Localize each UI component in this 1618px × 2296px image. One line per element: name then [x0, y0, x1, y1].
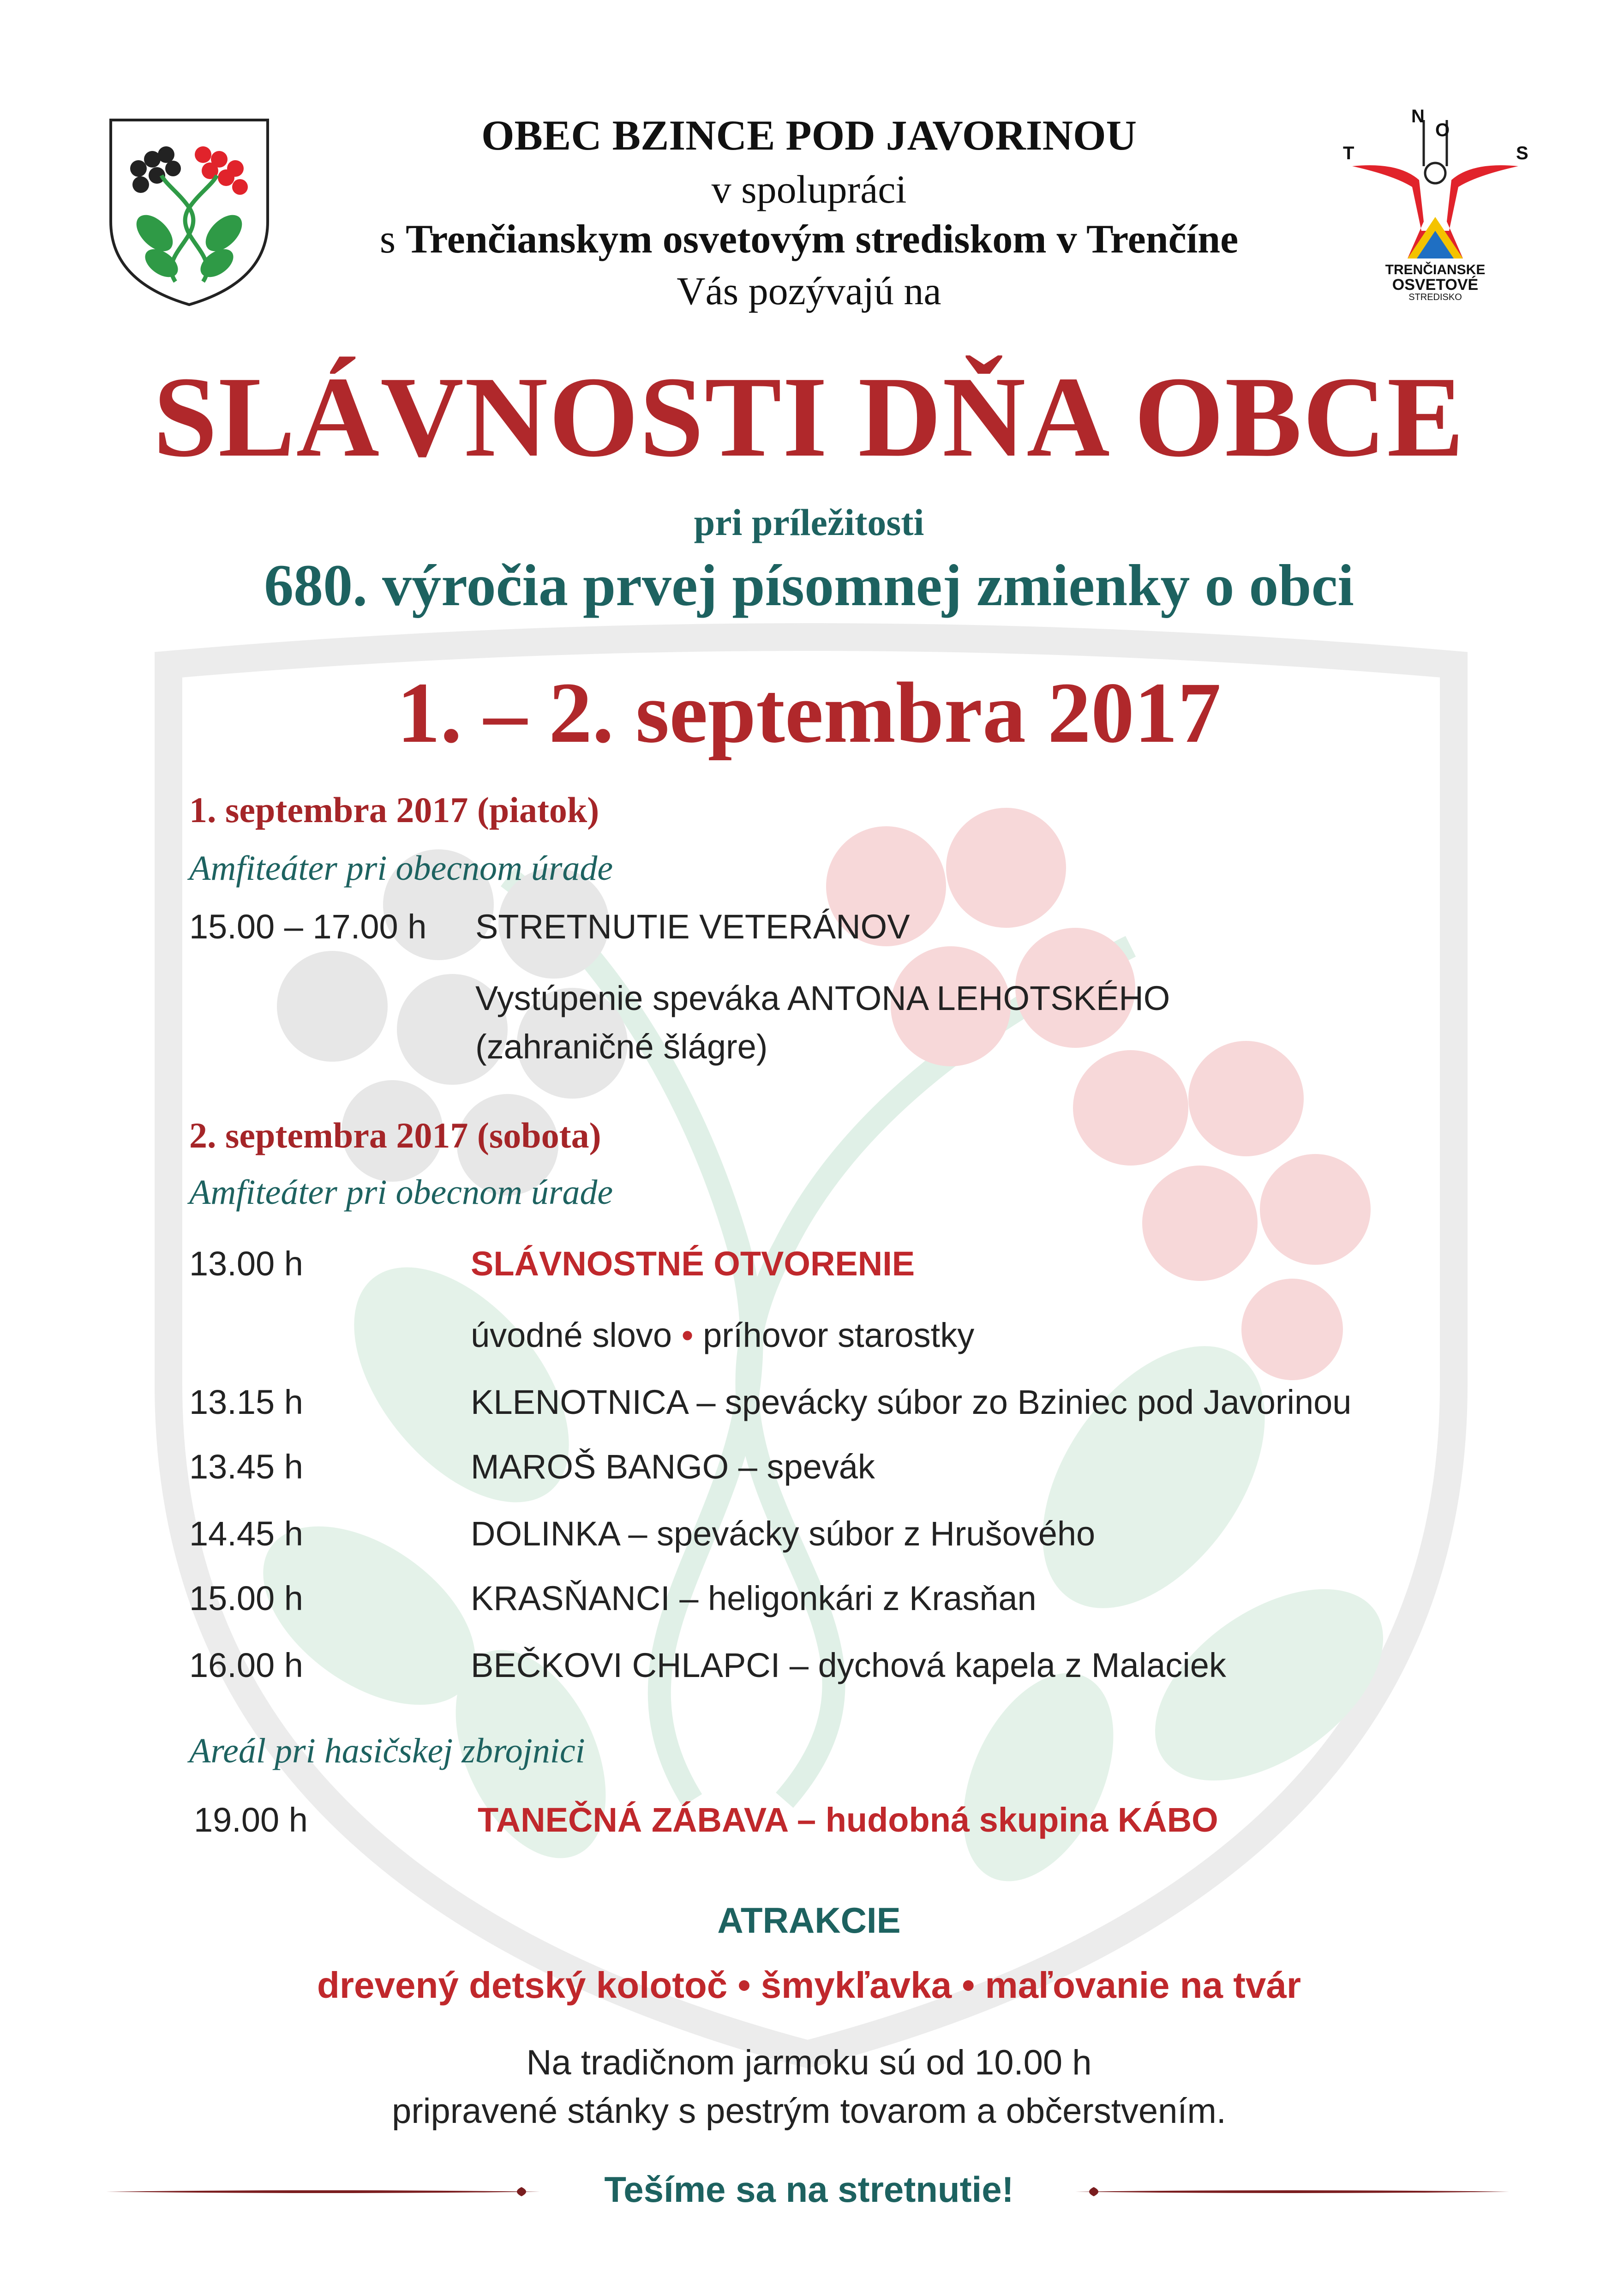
tos-text-3: STREDISKO [1408, 292, 1462, 302]
partner-name: Trenčianskym osvetovým strediskom v Trenčíne [406, 217, 1239, 262]
day1-heading: 1. septembra 2017 (piatok) [189, 790, 599, 830]
tos-text-1: TRENČIANSKE [1385, 262, 1486, 277]
day2-venue: Amfiteáter pri obecnom úrade [189, 1173, 613, 1212]
event-dates: 1. – 2. septembra 2017 [397, 664, 1221, 761]
program-text: KLENOTNICA – spevácky súbor zo Bziniec pod Javorinou [471, 1383, 1352, 1421]
day2-heading: 2. septembra 2017 (sobota) [189, 1115, 601, 1155]
attractions-list: drevený detský kolotoč • šmykľavka • maľovanie na tvár [317, 1965, 1301, 2006]
footer-slogan: Tešíme sa na stretnutie! [604, 2169, 1014, 2210]
program-text: BEČKOVI CHLAPCI – dychová kapela z Malaciek [471, 1646, 1226, 1684]
partner-line [0, 216, 1618, 263]
program-time: 13.15 h [189, 1383, 303, 1421]
program-time: 16.00 h [189, 1646, 303, 1684]
event-title: SLÁVNOSTI DŇA OBCE [153, 353, 1465, 481]
anniversary-text: 680. výročia prvej písomnej zmienky o obci [264, 553, 1354, 618]
program-text: DOLINKA – spevácky súbor z Hrušového [471, 1515, 1096, 1553]
program-time: 13.45 h [189, 1448, 303, 1486]
program-text: MAROŠ BANGO – spevák [471, 1448, 875, 1486]
tos-letter-o: O [1435, 120, 1450, 140]
opening-time: 13.00 h [189, 1244, 303, 1283]
bullet-separator: • [681, 1316, 694, 1354]
partner-prefix: s [379, 217, 396, 262]
opening-title: SLÁVNOSTNÉ OTVORENIE [471, 1244, 915, 1283]
right-ornament [1075, 2182, 1509, 2201]
cooperation-text: v spolupráci [711, 167, 907, 211]
day1-event-detail2: (zahraničné šlágre) [475, 1028, 768, 1066]
day2-venue2: Areál pri hasičskej zbrojnici [189, 1731, 585, 1770]
tos-letter-s: S [1516, 143, 1528, 163]
tos-letter-t: T [1343, 143, 1354, 163]
opening-sub1: úvodné slovo [471, 1316, 672, 1354]
opening-sub2: príhovor starostky [703, 1316, 975, 1354]
opening-subtitle [471, 1316, 974, 1355]
program-time: 15.00 h [189, 1579, 303, 1617]
day1-event-title: STRETNUTIE VETERÁNOV [475, 908, 910, 946]
dance-time: 19.00 h [194, 1801, 308, 1839]
tos-letter-n: N [1411, 106, 1425, 126]
day1-event-time: 15.00 – 17.00 h [189, 908, 427, 946]
day1-venue: Amfiteáter pri obecnom úrade [189, 849, 613, 888]
tos-text-2: OSVETOVÉ [1392, 276, 1479, 294]
attractions-title: ATRAKCIE [717, 1900, 901, 1941]
day1-event-detail1: Vystúpenie speváka ANTONA LEHOTSKÉHO [475, 979, 1170, 1017]
program-time: 14.45 h [189, 1515, 303, 1553]
fair-line1: Na tradičnom jarmoku sú od 10.00 h [526, 2043, 1092, 2082]
fair-line2: pripravené stánky s pestrým tovarom a občerstvením. [392, 2092, 1226, 2131]
occasion-text: pri príležitosti [694, 501, 924, 543]
invite-text: Vás pozývajú na [677, 269, 941, 313]
organizer: OBEC BZINCE POD JAVORINOU [481, 112, 1137, 159]
dance-text: TANEČNÁ ZÁBAVA – hudobná skupina KÁBO [478, 1801, 1218, 1839]
program-text: KRASŇANCI – heligonkári z Krasňan [471, 1579, 1037, 1617]
